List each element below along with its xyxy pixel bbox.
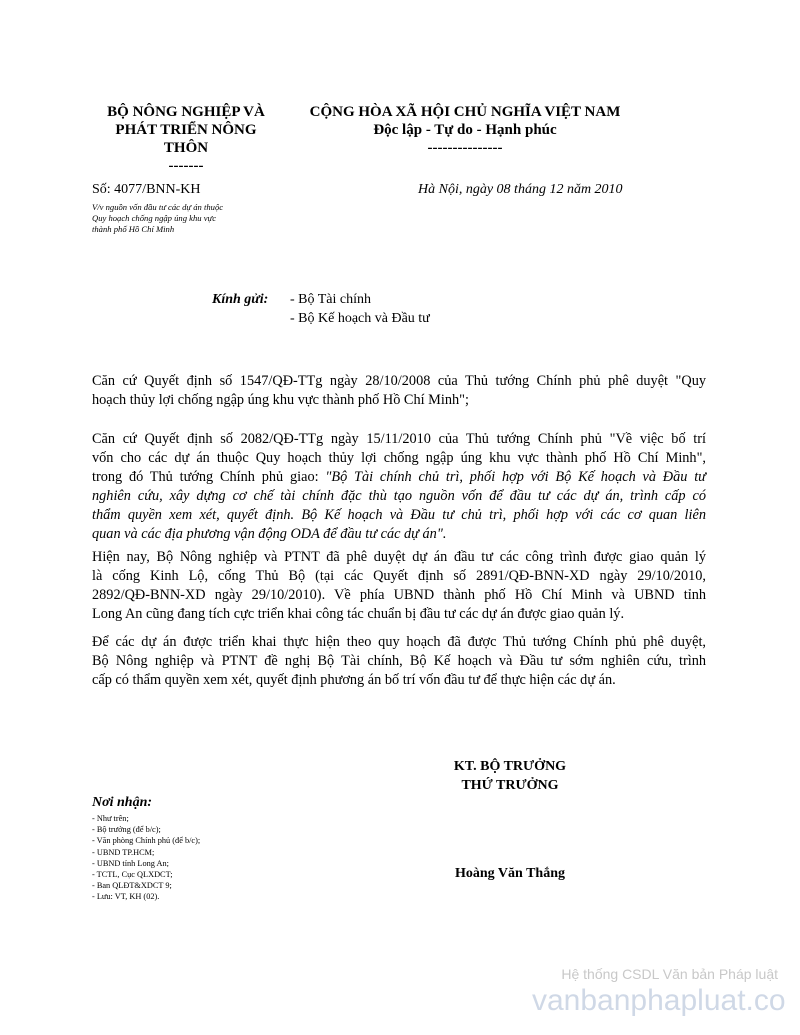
distribution-item: - Ban QLĐT&XDCT 9; <box>92 881 172 891</box>
country-name: CỘNG HÒA XÃ HỘI CHỦ NGHĨA VIỆT NAM <box>309 104 621 120</box>
agency-line-1: BỘ NÔNG NGHIỆP VÀ <box>107 104 265 120</box>
distribution-item: - Như trên; <box>92 814 129 823</box>
subject-line-2: Quy hoạch chống ngập úng khu vực <box>92 213 217 223</box>
watermark-site: vanbanphapluat.co <box>532 984 786 1017</box>
paragraph-line: Căn cứ Quyết định số 1547/QĐ-TTg ngày 28/10/2008 của Thủ tướng Chính phủ phê duyệt "Quy <box>92 373 706 389</box>
paragraph-line: Long An cũng đang tích cực triển khai công tác chuẩn bị đầu tư các dự án được giao quản lý. <box>92 606 625 622</box>
document-date: Hà Nội, ngày 08 tháng 12 năm 2010 <box>418 182 623 197</box>
distribution-title: Nơi nhận: <box>92 795 153 810</box>
paragraph-line: cấp có thẩm quyền xem xét, quyết định phương án bố trí vốn đầu tư để thực hiện các dự án. <box>92 672 616 688</box>
quoted-line: thẩm quyền xem xét, quyết định. Bộ Kế hoạch và Đầu tư chủ trì, phối hợp với các cơ quan liên <box>92 507 706 523</box>
paragraph-line: 2892/QĐ-BNN-XD ngày 29/10/2010). Về phía UBND thành phố Hồ Chí Minh và UBND tỉnh <box>92 587 706 603</box>
paragraph-line: Để các dự án được triển khai thực hiện theo quy hoạch đã được Thủ tướng Chính phủ phê duyệt, <box>92 634 706 650</box>
motto-separator: --------------- <box>427 140 503 156</box>
agency-line-2: PHÁT TRIỂN NÔNG <box>115 122 257 138</box>
paragraph-2 <box>92 430 706 544</box>
watermark-caption: Hệ thống CSDL Văn bản Pháp luật <box>561 966 778 982</box>
signature-title-block <box>420 757 600 795</box>
paragraph-line: là cống Kinh Lộ, cống Thủ Bộ (tại các Quyết định số 2891/QĐ-BNN-XD ngày 29/10/2010, <box>92 568 706 584</box>
distribution-item: - Bộ trưởng (để b/c); <box>92 825 161 835</box>
national-motto: Độc lập - Tự do - Hạnh phúc <box>373 122 557 138</box>
document-number: Số: 4077/BNN-KH <box>92 182 201 197</box>
quoted-line: nghiên cứu, xây dựng cơ chế tài chính đặc thù tạo nguồn vốn để đầu tư các dự án, trình cấp có <box>92 488 706 504</box>
addressee-block <box>212 290 430 328</box>
paragraph-line <box>92 468 706 487</box>
national-header <box>290 103 640 157</box>
quoted-line: quan và các địa phương vận động ODA để đầu tư các dự án". <box>92 526 447 542</box>
distribution-item: - Lưu: VT, KH (02). <box>92 892 160 902</box>
issuing-agency <box>88 103 284 175</box>
agency-line-3: THÔN <box>163 140 209 156</box>
paragraph-line: Hiện nay, Bộ Nông nghiệp và PTNT đã phê duyệt dự án đầu tư các công trình được giao quản lý <box>92 549 706 565</box>
addressee-item: - Bộ Tài chính <box>290 292 372 307</box>
addressee-label: Kính gửi: <box>212 292 269 307</box>
subject-line-1: V/v nguồn vốn đầu tư các dự án thuộc <box>92 202 224 212</box>
paragraph-text: trong đó Thủ tướng Chính phủ giao: <box>92 469 326 485</box>
addressee-item: - Bộ Kế hoạch và Đầu tư <box>290 311 430 326</box>
quoted-text: "Bộ Tài chính chủ trì, phối hợp với Bộ Kế hoạch và Đầu tư <box>325 469 706 485</box>
distribution-item: - Văn phòng Chính phủ (để b/c); <box>92 836 201 846</box>
distribution-list <box>92 813 200 903</box>
signature-title-1: KT. BỘ TRƯỞNG <box>453 759 567 774</box>
agency-separator: ------- <box>168 158 204 174</box>
paragraph-1 <box>92 372 706 410</box>
paragraph-line: Bộ Nông nghiệp và PTNT đề nghị Bộ Tài chính, Bộ Kế hoạch và Đầu tư sớm nghiên cứu, trình <box>92 653 706 669</box>
subject-line-3: thành phố Hồ Chí Minh <box>92 224 175 234</box>
distribution-item: - TCTL, Cục QLXDCT; <box>92 870 173 880</box>
paragraph-line: Căn cứ Quyết định số 2082/QĐ-TTg ngày 15/11/2010 của Thủ tướng Chính phủ "Về việc bố trí <box>92 431 706 447</box>
distribution-item: - UBND tỉnh Long An; <box>92 858 169 868</box>
paragraph-line: vốn cho các dự án thuộc Quy hoạch thủy lợi chống ngập úng khu vực thành phố Hồ Chí Minh", <box>92 450 706 466</box>
paragraph-line: hoạch thủy lợi chống ngập úng khu vực thành phố Hồ Chí Minh"; <box>92 392 469 408</box>
distribution-item: - UBND TP.HCM; <box>92 847 155 857</box>
paragraph-3 <box>92 548 706 624</box>
signer-name: Hoàng Văn Thắng <box>455 866 565 881</box>
document-subject <box>92 202 282 235</box>
paragraph-4 <box>92 633 706 690</box>
signature-title-2: THỨ TRƯỞNG <box>461 778 559 793</box>
